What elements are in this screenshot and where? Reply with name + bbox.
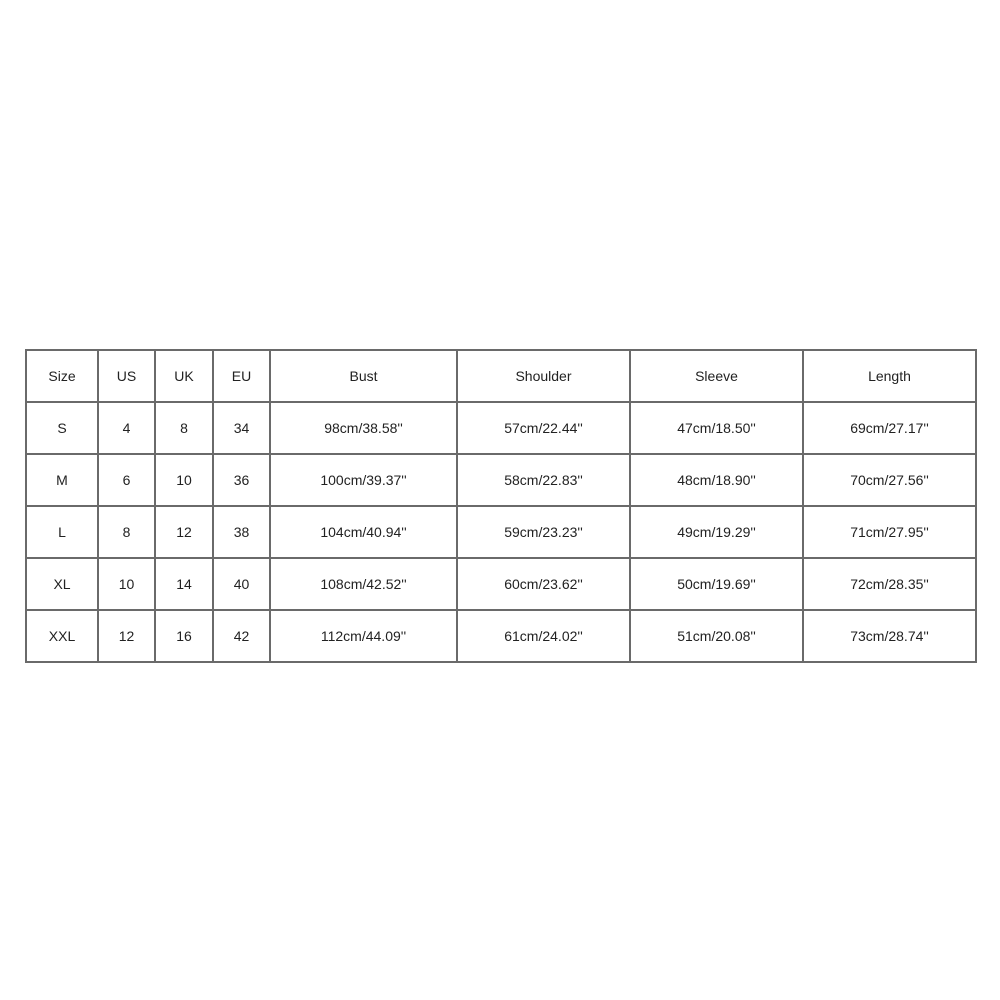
size-cell: S: [26, 402, 98, 454]
sleeve-cell: 49cm/19.29'': [630, 506, 803, 558]
us-cell: 6: [98, 454, 155, 506]
size-cell: XXL: [26, 610, 98, 662]
uk-cell: 8: [155, 402, 213, 454]
length-cell: 69cm/27.17'': [803, 402, 976, 454]
length-cell: 71cm/27.95'': [803, 506, 976, 558]
table-row: [26, 610, 976, 662]
sleeve-cell: 51cm/20.08'': [630, 610, 803, 662]
uk-cell: 12: [155, 506, 213, 558]
column-header-uk: UK: [155, 350, 213, 402]
sleeve-cell: 48cm/18.90'': [630, 454, 803, 506]
uk-cell: 14: [155, 558, 213, 610]
table-row: [26, 506, 976, 558]
size-cell: L: [26, 506, 98, 558]
shoulder-cell: 57cm/22.44'': [457, 402, 630, 454]
bust-cell: 104cm/40.94'': [270, 506, 457, 558]
column-header-shoulder: Shoulder: [457, 350, 630, 402]
table-row: [26, 454, 976, 506]
shoulder-cell: 59cm/23.23'': [457, 506, 630, 558]
sleeve-cell: 50cm/19.69'': [630, 558, 803, 610]
column-header-length: Length: [803, 350, 976, 402]
column-header-us: US: [98, 350, 155, 402]
column-header-sleeve: Sleeve: [630, 350, 803, 402]
table-row: [26, 402, 976, 454]
uk-cell: 10: [155, 454, 213, 506]
eu-cell: 42: [213, 610, 270, 662]
table-header-row: [26, 350, 976, 402]
bust-cell: 108cm/42.52'': [270, 558, 457, 610]
us-cell: 10: [98, 558, 155, 610]
us-cell: 4: [98, 402, 155, 454]
us-cell: 8: [98, 506, 155, 558]
column-header-bust: Bust: [270, 350, 457, 402]
eu-cell: 40: [213, 558, 270, 610]
us-cell: 12: [98, 610, 155, 662]
shoulder-cell: 58cm/22.83'': [457, 454, 630, 506]
length-cell: 72cm/28.35'': [803, 558, 976, 610]
eu-cell: 34: [213, 402, 270, 454]
shoulder-cell: 61cm/24.02'': [457, 610, 630, 662]
uk-cell: 16: [155, 610, 213, 662]
length-cell: 70cm/27.56'': [803, 454, 976, 506]
length-cell: 73cm/28.74'': [803, 610, 976, 662]
column-header-eu: EU: [213, 350, 270, 402]
bust-cell: 112cm/44.09'': [270, 610, 457, 662]
sleeve-cell: 47cm/18.50'': [630, 402, 803, 454]
size-cell: M: [26, 454, 98, 506]
eu-cell: 36: [213, 454, 270, 506]
column-header-size: Size: [26, 350, 98, 402]
bust-cell: 100cm/39.37'': [270, 454, 457, 506]
bust-cell: 98cm/38.58'': [270, 402, 457, 454]
table-row: [26, 558, 976, 610]
size-cell: XL: [26, 558, 98, 610]
eu-cell: 38: [213, 506, 270, 558]
size-chart-table: [25, 349, 977, 663]
shoulder-cell: 60cm/23.62'': [457, 558, 630, 610]
